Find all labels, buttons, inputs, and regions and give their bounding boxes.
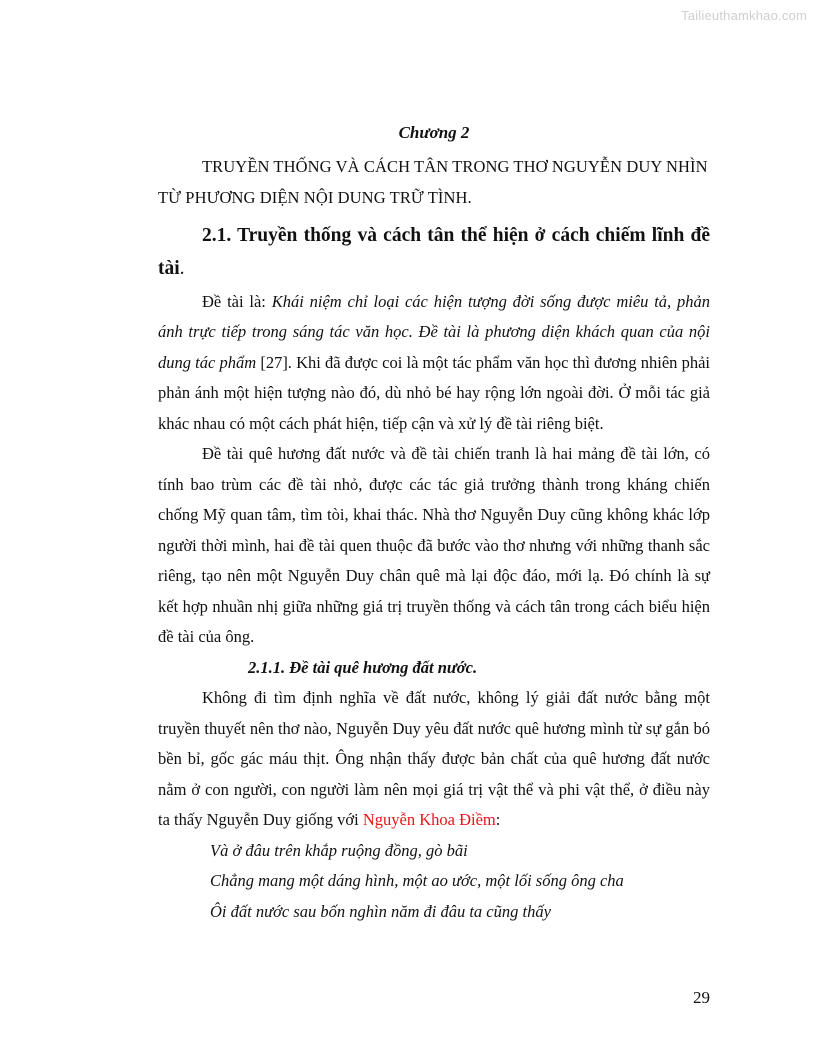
subsection-heading: 2.1.1. Đề tài quê hương đất nước.	[248, 657, 478, 677]
author-name-highlight: Nguyễn Khoa Điềm	[362, 810, 496, 829]
para3-end: :	[495, 810, 501, 829]
para1-quote: Khái niệm chỉ loại các hiện tượng đời sống được miêu tả, phản ánh trực tiếp trong sáng tác văn học. Đề tài là phương diện khách quan của nội dung tác phẩm	[158, 291, 710, 372]
verse-line: Và ở đâu trên khắp ruộng đồng, gò bãi	[210, 840, 468, 860]
page-number: 29	[693, 988, 710, 1007]
para3-text: Không đi tìm định nghĩa về đất nước, không lý giải đất nước bằng một truyền thuyết nên thơ nào, Nguyễn Duy yêu đất nước quê hương mình từ sự gắn bó bền bỉ, gốc gác máu thịt. Ông nhận thấy được bản chất của quê hương đất nước nằm ở con người, con người làm nên mọi giá trị vật thể và phi vật thể, ở điều này ta thấy Nguyễn Duy giống với	[158, 688, 710, 829]
paragraph-definition	[158, 287, 710, 440]
section-heading-text: 2.1. Truyền thống và cách tân thể hiện ở cách chiếm lĩnh đề tài	[158, 224, 710, 279]
document-page	[158, 118, 710, 927]
para1-lead: Đề tài là:	[202, 291, 272, 311]
chapter-label: Chương 2	[398, 123, 470, 142]
verse-line: Chẳng mang một dáng hình, một ao ước, một lối sống ông cha	[210, 871, 624, 890]
paragraph-themes: Đề tài quê hương đất nước và đề tài chiến tranh là hai mảng đề tài lớn, có tính bao trùm các đề tài nhỏ, được các tác giả trưởng thành trong kháng chiến chống Mỹ quan tâm, tìm tòi, khai thác. Nhà thơ Nguyễn Duy cũng không khác lớp người thời mình, hai đề tài quen thuộc đã bước vào thơ nhưng với những thanh sắc riêng, tạo nên một Nguyễn Duy chân quê mà lại độc đáo, mới lạ. Đó chính là sự kết hợp nhuần nhị giữa những giá trị truyền thống và cách tân trong cách biểu hiện đề tài của ông.	[158, 444, 710, 646]
watermark: Tailieuthamkhao.com	[681, 8, 807, 23]
section-heading-period: .	[179, 257, 185, 279]
section-heading	[158, 219, 710, 285]
verse-line: Ôi đất nước sau bốn nghìn năm đi đâu ta cũng thấy	[210, 901, 551, 921]
chapter-title: TRUYỀN THỐNG VÀ CÁCH TÂN TRONG THƠ NGUYỄN DUY NHÌN TỪ PHƯƠNG DIỆN NỘI DUNG TRỮ TÌNH.	[158, 156, 708, 207]
para1-rest: [27]. Khi đã được coi là một tác phẩm văn học thì đương nhiên phải phản ánh một hiện tượng nào đó, dù nhỏ bé hay rộng lớn ngoài đời. Ở mỗi tác giả khác nhau có một cách phát hiện, tiếp cận và xử lý đề tài riêng biệt.	[158, 352, 710, 433]
paragraph-homeland	[158, 683, 710, 836]
